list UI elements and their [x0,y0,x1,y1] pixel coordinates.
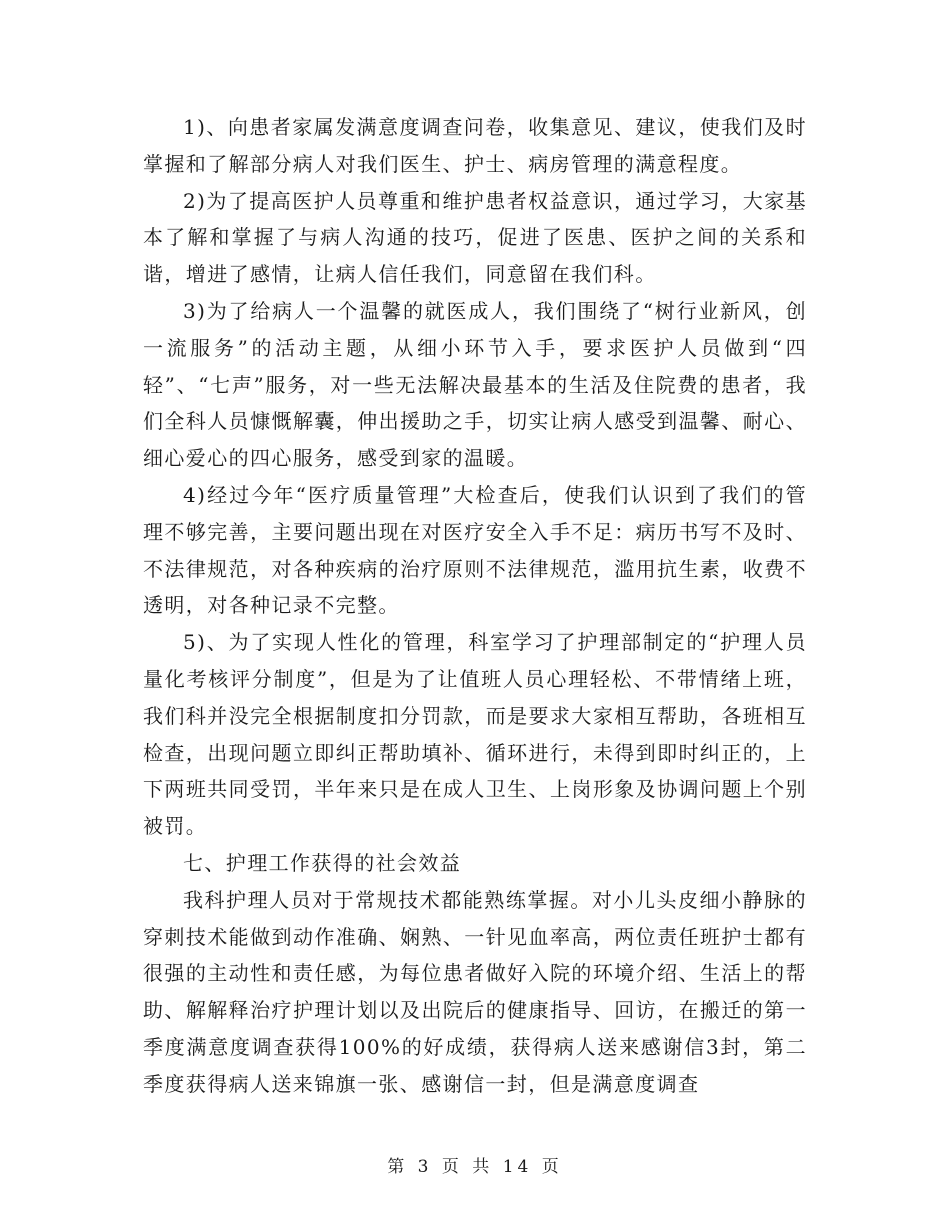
paragraph-4: 4)经过今年“医疗质量管理”大检查后，使我们认识到了我们的管理不够完善，主要问题出现在对医疗安全入手不足：病历书写不及时、不法律规范，对各种疾病的治疗原则不法律规范，滥用抗生素，收费不透明，对各种记录不完整。 [143,482,807,618]
paragraph-5: 5)、为了实现人性化的管理，科室学习了护理部制定的“护理人员量化考核评分制度”，但是为了让值班人员心理轻松、不带情绪上班，我们科并没完全根据制度扣分罚款，而是要求大家相互帮助，各班相互检查，出现问题立即纠正帮助填补、循环进行，未得到即时纠正的，上下两班共同受罚，半年来只是在成人卫生、上岗形象及协调问题上个别被罚。 [143,630,807,839]
section-heading: 七、护理工作获得的社会效益 [183,850,462,875]
paragraph-6: 我科护理人员对于常规技术都能熟练掌握。对小儿头皮细小静脉的穿刺技术能做到动作准确、娴熟、一针见血率高，两位责任班护士都有很强的主动性和责任感，为每位患者做好入院的环境介绍、生活上的帮助、解解释治疗护理计划以及出院后的健康指导、回访，在搬迁的第一季度满意度调查获得100%的好成绩，获得病人送来感谢信3封，第二季度获得病人送来锦旗一张、感谢信一封，但是满意度调查 [143,887,807,1096]
paragraph-3: 3)为了给病人一个温馨的就医成人，我们围绕了“树行业新风，创一流服务”的活动主题，从细小环节入手，要求医护人员做到“四轻”、“七声”服务，对一些无法解决最基本的生活及住院费的患者，我们全科人员慷慨解囊，伸出援助之手，切实让病人感受到温馨、耐心、细心爱心的四心服务，感受到家的温暖。 [143,298,807,471]
paragraph-2: 2)为了提高医护人员尊重和维护患者权益意识，通过学习，大家基本了解和掌握了与病人沟通的技巧，促进了医患、医护之间的关系和谐，增进了感情，让病人信任我们，同意留在我们科。 [143,188,807,287]
document-body [143,109,807,1103]
page-number-footer: 第 3 页 共 14 页 [387,1157,563,1177]
paragraph-1: 1)、向患者家属发满意度调查问卷，收集意见、建议，使我们及时掌握和了解部分病人对我们医生、护士、病房管理的满意程度。 [143,115,807,176]
